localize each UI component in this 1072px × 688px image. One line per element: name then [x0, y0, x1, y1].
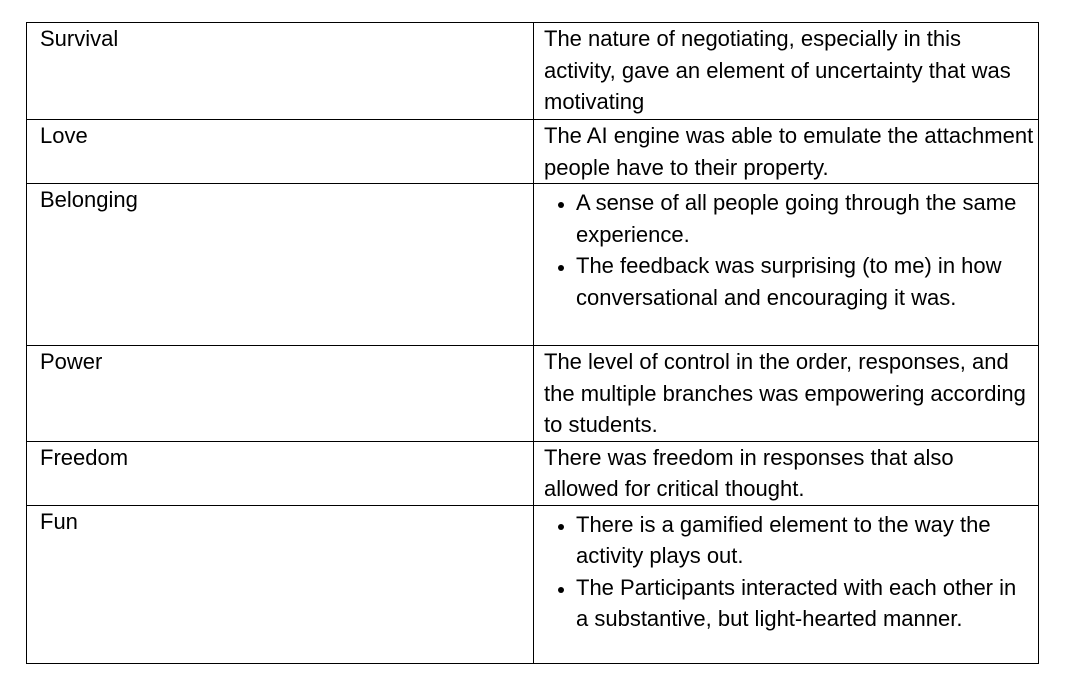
table-row [27, 184, 1039, 346]
need-label: Power [27, 346, 534, 442]
need-label: Belonging [27, 184, 534, 346]
list-item: • A sense of all people going through the same experience. [576, 187, 1034, 250]
table-row [27, 23, 1039, 120]
need-label: Survival [27, 23, 534, 120]
list-item: • The feedback was surprising (to me) in how conversational and encouraging it was. [576, 250, 1034, 313]
need-description: The nature of negotiating, especially in this activity, gave an element of uncertainty that was motivating [534, 23, 1039, 120]
need-description: The level of control in the order, responses, and the multiple branches was empowering according to students. [534, 346, 1039, 442]
table-row [27, 505, 1039, 663]
need-description: The AI engine was able to emulate the attachment people have to their property. [534, 120, 1039, 184]
need-description [534, 505, 1039, 663]
need-label: Love [27, 120, 534, 184]
bullet-list [544, 509, 1034, 635]
table-row [27, 120, 1039, 184]
list-item: • The Participants interacted with each other in a substantive, but light-hearted manner. [576, 572, 1034, 635]
table-row [27, 441, 1039, 505]
list-item: • There is a gamified element to the way the activity plays out. [576, 509, 1034, 572]
needs-table [26, 22, 1039, 664]
need-label: Fun [27, 505, 534, 663]
bullet-list [544, 187, 1034, 313]
need-description: There was freedom in responses that also allowed for critical thought. [534, 441, 1039, 505]
need-description [534, 184, 1039, 346]
need-label: Freedom [27, 441, 534, 505]
table-row [27, 346, 1039, 442]
